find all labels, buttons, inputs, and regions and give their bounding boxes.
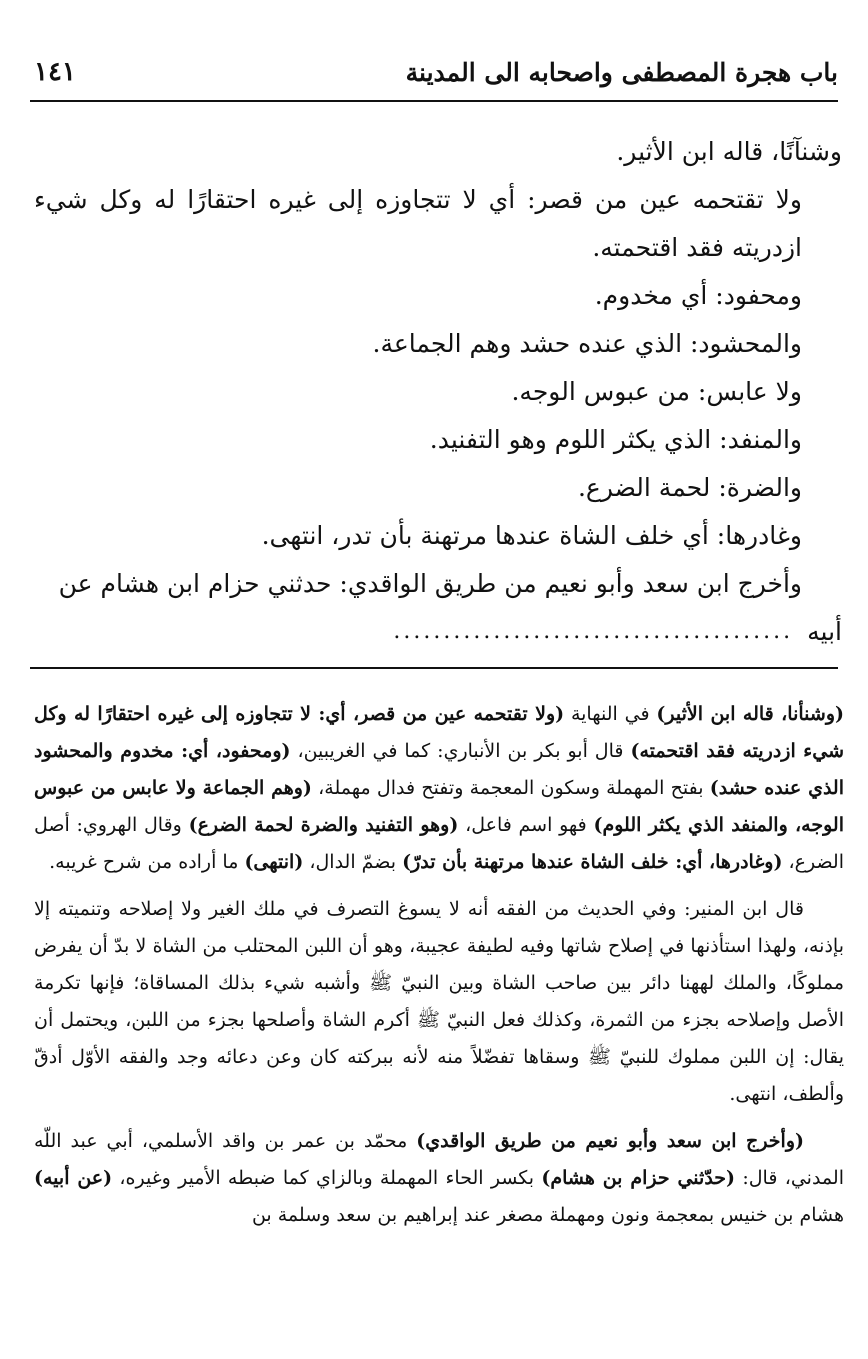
commentary-paragraph xyxy=(34,696,844,881)
quoted-matn: (وهم الجماعة ولا عابس من عبوس الوجه، والمنفد الذي يكثر اللوم) xyxy=(34,777,844,836)
ellipsis-dots: ........................................ xyxy=(393,619,794,644)
commentary-separator xyxy=(30,667,838,669)
commentary-run: بضمّ الدال، xyxy=(303,851,403,873)
matn-line: والمنفد: الذي يكثر اللوم وهو التفنيد. xyxy=(429,425,802,454)
commentary-paragraph: قال ابن المنير: وفي الحديث من الفقه أنه لا يسوغ التصرف في ملك الغير ولا إصلاحه وتنميته إلا بإذنه، ولهذا استأذنها في إصلاح شاتها وفيه لطيفة عجيبة، وهو أن اللبن المحتلب من الشاة لا بدّ أن يفرض مملوكًا، والملك لههنا دائر بين صاحب الشاة وبين النبيّ ﷺ وأشبه شيء بذلك المساقاة؛ فإنها تكرمة الأصل وإصلاحه بجزء من الثمرة، وكذلك فعل النبيّ ﷺ أكرم الشاة وأصلحها بجزء من اللبن، ويحتمل أن يقال: إن اللبن مملوك للنبيّ ﷺ وسقاها تفضّلاً منه لأنه ببركته كان وعن دعائه وجد والفقه الأوّل أدقّ وألطف، انتهى. xyxy=(34,898,844,1105)
commentary-run: ما أراده من شرح غريبه. xyxy=(49,851,245,873)
running-header xyxy=(34,52,838,92)
matn-paragraph: ولا تقتحمه عين من قصر: أي لا تتجاوزه إلى غيره احتقارًا له وكل شيء ازدريته فقد اقتحمته. xyxy=(34,185,802,262)
quoted-matn: (انتهى) xyxy=(244,851,304,873)
matn-line: وأخرج ابن سعد وأبو نعيم من طريق الواقدي: حدثني حزام ابن هشام عن xyxy=(58,569,802,598)
quoted-matn: (وغادرها، أي: خلف الشاة عندها مرتهنة بأن تدرّ) xyxy=(402,851,783,873)
quoted-matn: (ومحفود، أي: مخدوم والمحشود الذي عنده حشد) xyxy=(34,740,844,799)
commentary-run: في النهاية xyxy=(564,703,657,725)
matn-line: وغادرها: أي خلف الشاة عندها مرتهنة بأن تدر، انتهى. xyxy=(261,521,802,550)
matn-line-end: أبيه xyxy=(807,617,842,646)
quoted-matn: (وهو التفنيد والضرة لحمة الضرع) xyxy=(188,814,459,836)
quoted-matn: (حدّثني حزام بن هشام) xyxy=(541,1167,736,1189)
chapter-title: باب هجرة المصطفى واصحابه الى المدينة xyxy=(405,57,838,87)
quoted-matn: (عن أبيه) xyxy=(34,1167,113,1189)
matn-line: ومحفود: أي مخدوم. xyxy=(594,281,802,310)
quoted-matn: (وأخرج ابن سعد وأبو نعيم من طريق الواقدي) xyxy=(416,1130,804,1152)
commentary-run: فهو اسم فاعل، xyxy=(458,814,594,836)
commentary-run: وقال الهروي: أصل الضرع، xyxy=(34,814,844,873)
commentary-paragraph xyxy=(34,1123,844,1234)
commentary-run: بفتح المهملة وسكون المعجمة وتفتح فدال مهملة، xyxy=(311,777,710,799)
commentary-run: محمّد بن عمر بن واقد الأسلمي، أبي عبد اللّه المدني، قال: xyxy=(34,1130,844,1189)
quoted-matn: (ولا تقتحمه عين من قصر، أي: لا تتجاوزه إلى غيره احتقارًا له وكل شيء ازدريته فقد اقتحمته) xyxy=(34,703,844,762)
commentary-run: هشام بن خنيس بمعجمة ونون ومهملة مصغر عند إبراهيم بن سعد وسلمة بن xyxy=(251,1204,844,1226)
main-text xyxy=(34,128,842,656)
commentary-run: بكسر الحاء المهملة وبالزاي كما ضبطه الأمير وغيره، xyxy=(112,1167,542,1189)
matn-line: وشنآنًا، قاله ابن الأثير. xyxy=(616,137,842,166)
commentary-text xyxy=(34,696,844,1244)
commentary-run: قال أبو بكر بن الأنباري: كما في الغريبين، xyxy=(290,740,631,762)
quoted-matn: (وشنأنا، قاله ابن الأثير) xyxy=(656,703,844,725)
matn-line: والضرة: لحمة الضرع. xyxy=(577,473,802,502)
matn-line: والمحشود: الذي عنده حشد وهم الجماعة. xyxy=(372,329,802,358)
header-rule xyxy=(30,100,838,102)
matn-last-line xyxy=(34,608,842,656)
matn-line: ولا عابس: من عبوس الوجه. xyxy=(511,377,802,406)
page-number: ١٤١ xyxy=(34,57,76,87)
